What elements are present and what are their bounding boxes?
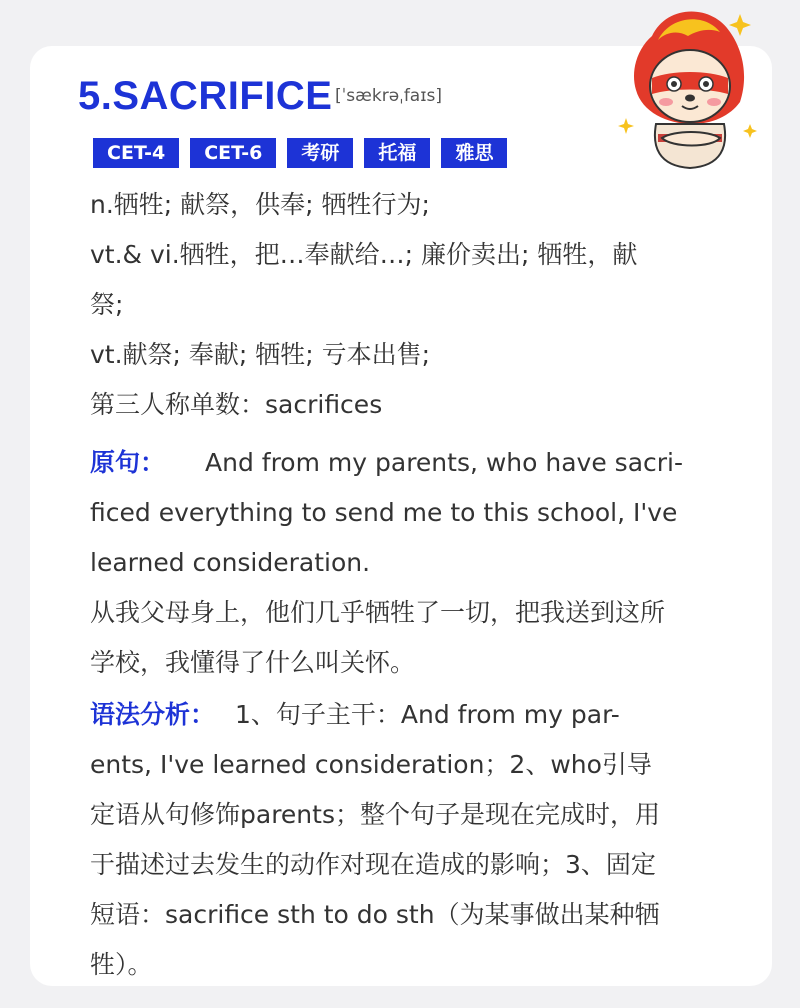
- exam-tags: [93, 138, 507, 168]
- vocab-card: [30, 46, 772, 986]
- tag-cet6: CET-6: [190, 138, 276, 168]
- translation-line: 学校，我懂得了什么叫关怀。: [90, 648, 416, 677]
- grammar-line: 1、句子主干：And from my par-: [235, 700, 620, 729]
- definitions: [90, 180, 730, 430]
- tag-toefl: 托福: [364, 138, 430, 168]
- example-line: And from my parents, who have sacri-: [205, 448, 684, 477]
- example-label: 原句：: [90, 448, 166, 477]
- definition-line: vt.& vi.牺牲，把…奉献给…; 廉价卖出; 牺牲，献: [90, 240, 638, 269]
- definition-line: n.牺牲; 献祭，供奉; 牺牲行为;: [90, 190, 430, 219]
- mascot-lion-icon: [612, 6, 762, 174]
- grammar-line: 短语：sacrifice sth to do sth（为某事做出某种牺: [90, 900, 660, 929]
- definition-line: vt.献祭; 奉献; 牺牲; 亏本出售;: [90, 340, 431, 369]
- grammar-line: 于描述过去发生的动作对现在造成的影响；3、固定: [90, 850, 656, 879]
- phonetic: [ˈsækrəˌfaɪs]: [335, 86, 443, 106]
- definition-line: 祭;: [90, 290, 124, 319]
- example-line: ficed everything to send me to this school, I've: [90, 498, 678, 527]
- grammar-line: 牲）。: [90, 950, 153, 979]
- word-title: 5.SACRIFICE: [78, 74, 333, 118]
- grammar-label: 语法分析：: [90, 700, 216, 729]
- definition-line: 第三人称单数：sacrifices: [90, 390, 383, 419]
- example-section: [90, 438, 740, 688]
- grammar-section: [90, 690, 740, 990]
- tag-cet4: CET-4: [93, 138, 179, 168]
- grammar-line: ents, I've learned consideration；2、who引导: [90, 750, 652, 779]
- tag-ielts: 雅思: [441, 138, 507, 168]
- example-line: learned consideration.: [90, 548, 371, 577]
- tag-kaoyan: 考研: [287, 138, 353, 168]
- grammar-line: 定语从句修饰parents；整个句子是现在完成时，用: [90, 800, 660, 829]
- translation-line: 从我父母身上，他们几乎牺牲了一切，把我送到这所: [90, 598, 666, 627]
